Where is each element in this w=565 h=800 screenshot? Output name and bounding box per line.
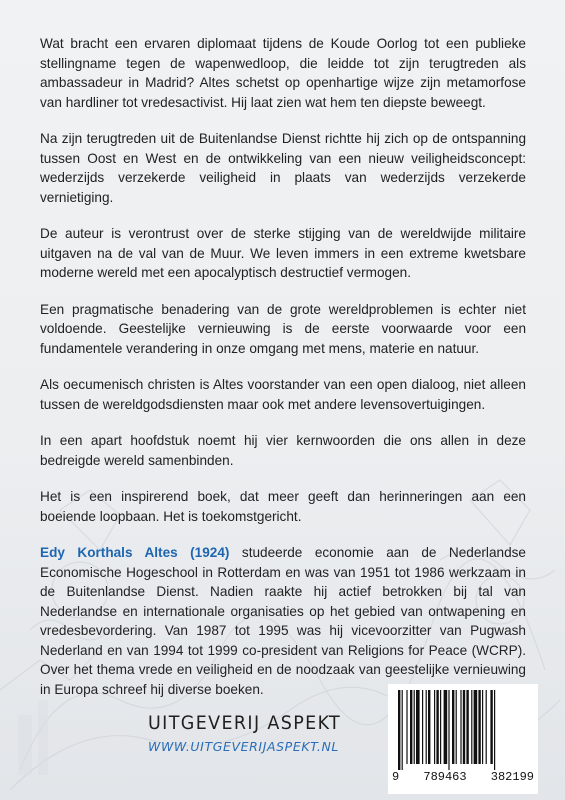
blurb [40,34,526,716]
paragraph: In een apart hoofdstuk noemt hij vier kernwoorden die ons allen in deze bedreigde wereld samenbinden. [40,433,526,468]
barcode-bar [422,690,423,764]
barcode-digits [388,770,538,784]
paragraph: Als oecumenisch christen is Altes voorstander van een open dialoog, niet alleen tussen de wereldgodsdiensten maar ook met andere levensovertuigingen. [40,377,526,412]
paragraph: Een pragmatische benadering van de grote wereldproblemen is echter niet voldoende. Geestelijke vernieuwing is de eerste voorwaarde voor een fundamentele verandering in onze omgang met mens, materie en natuur. [40,301,526,356]
barcode-bar [456,690,457,764]
barcode-bar [416,690,420,764]
publisher-name: UITGEVERIJ ASPEKT [148,712,342,734]
barcode-bar [474,690,478,764]
barcode-group-2: 382199 [490,770,534,784]
barcode-bar [426,690,427,764]
barcode-bar [440,690,441,764]
barcode-bar [482,690,483,764]
author-bio-text: studeerde economie aan de Nederlandse Economische Hogeschool in Rotterdam en was van 1951 tot 1986 werkzaam in de Buitenlandse Dienst. Nadien raakte hij actief betrokken bij tal van Nederlandse en internationale organisaties op het gebied van ontwapening en vredesbevordering. Van 1987 tot 1995 was hij vicevoorzitter van Pugwash Nederland en van 1994 tot 1999 co-president van Religions for Peace (WCRP). Over het thema vrede en veiligheid en de noodzaak van geestelijke vernieuwing in Europa schreef hij diverse boeken. [40,545,526,697]
barcode-bar [463,690,465,764]
barcode-bar [410,690,412,764]
isbn-barcode [388,684,538,794]
barcode-bar [436,690,438,764]
barcode-bar [486,690,487,764]
publisher-url: WWW.UITGEVERIJASPEKT.NL [148,739,339,754]
paragraph: Na zijn terugtreden uit de Buitenlandse Dienst richtte hij zich op de ontspanning tussen Oost en West en de ontwikkeling van een nieuw veiligheidsconcept: wederzijds verzekerde veiligheid in plaats van wederzijds verzekerde vernietiging. [40,131,526,205]
barcode-bar [428,690,430,764]
barcode-bar [414,690,415,764]
barcode-bar [444,690,448,764]
barcode-bar [466,690,468,764]
barcode-bar [402,690,403,770]
barcode-bar [471,690,472,764]
paragraph: Wat bracht een ervaren diplomaat tijdens de Koude Oorlog tot een publieke stellingname tegen de wapenwedloop, die leidde tot zijn terugtreden als ambassadeur in Madrid? Altes schetst op openhartige wijze zijn metamorfose van hardliner tot vredesactivist. Hij laat zien wat hem ten diepste beweegt. [40,36,526,110]
paragraph: De auteur is verontrust over de sterke stijging van de wereldwijde militaire uitgaven na de val van de Muur. We leven immers in een extreme kwetsbare moderne wereld met een apocalyptisch destructief vermogen. [40,226,526,280]
paragraph: Het is een inspirerend boek, dat meer geeft dan herinneringen aan een boeiende loopbaan. Het is toekomstgericht. [40,489,526,524]
barcode-first-digit: 9 [392,770,400,784]
publisher-logo [148,712,358,754]
barcode-group-1: 789463 [423,770,467,784]
author-name: Edy Korthals Altes (1924) [40,545,230,560]
barcode-bar [448,690,449,770]
barcode-bar [478,690,480,764]
barcode-bar [452,690,454,764]
author-bio [40,543,526,699]
barcode-bar [494,690,495,770]
barcode-bar [460,690,461,764]
barcode-bar [398,690,400,770]
barcode-bar [490,690,492,764]
barcode-bars [396,690,530,770]
barcode-bar [434,690,435,764]
barcode-bar [406,690,407,764]
